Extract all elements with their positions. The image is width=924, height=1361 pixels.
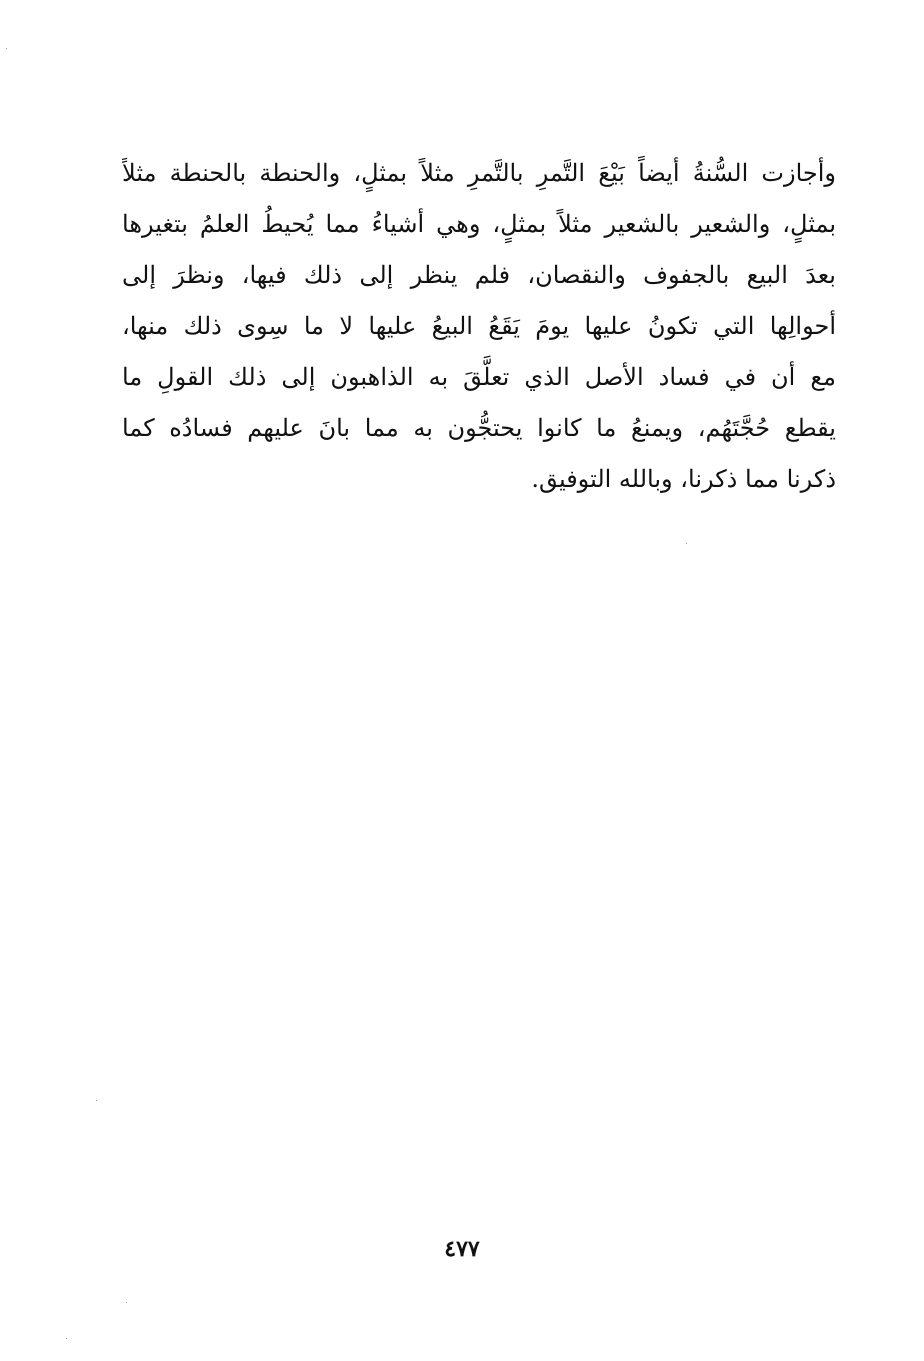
text-line: بمثلٍ، والشعير بالشعير مثلاً بمثلٍ، وهي أشياءُ مما يُحيطُ العلمُ بتغيرها [122, 210, 836, 238]
text-line: أحوالِها التي تكونُ عليها يومَ يَقَعُ البيعُ عليها لا ما سِوى ذلك منها، [122, 312, 836, 340]
scan-speck [126, 1302, 127, 1303]
scan-speck [686, 543, 687, 544]
body-paragraph [122, 148, 836, 505]
page-number: ٤٧٧ [444, 1236, 480, 1262]
scan-speck [6, 48, 7, 49]
scan-speck [66, 1338, 67, 1339]
text-line: مع أن في فساد الأصل الذي تعلَّقَ به الذاهبون إلى ذلك القولِ ما [122, 363, 836, 391]
text-line: بعدَ البيع بالجفوف والنقصان، فلم ينظر إلى ذلك فيها، ونظرَ إلى [122, 261, 836, 289]
text-line: وأجازت السُّنةُ أيضاً بَيْعَ التَّمرِ بالتَّمرِ مثلاً بمثلٍ، والحنطة بالحنطة مثلاً [122, 159, 836, 187]
text-line-last: ذكرنا مما ذكرنا، وبالله التوفيق. [531, 465, 836, 493]
text-line: يقطع حُجَّتَهُم، ويمنعُ ما كانوا يحتجُّون به مما بانَ عليهم فسادُه كما [122, 414, 836, 442]
scan-speck [96, 1100, 97, 1101]
